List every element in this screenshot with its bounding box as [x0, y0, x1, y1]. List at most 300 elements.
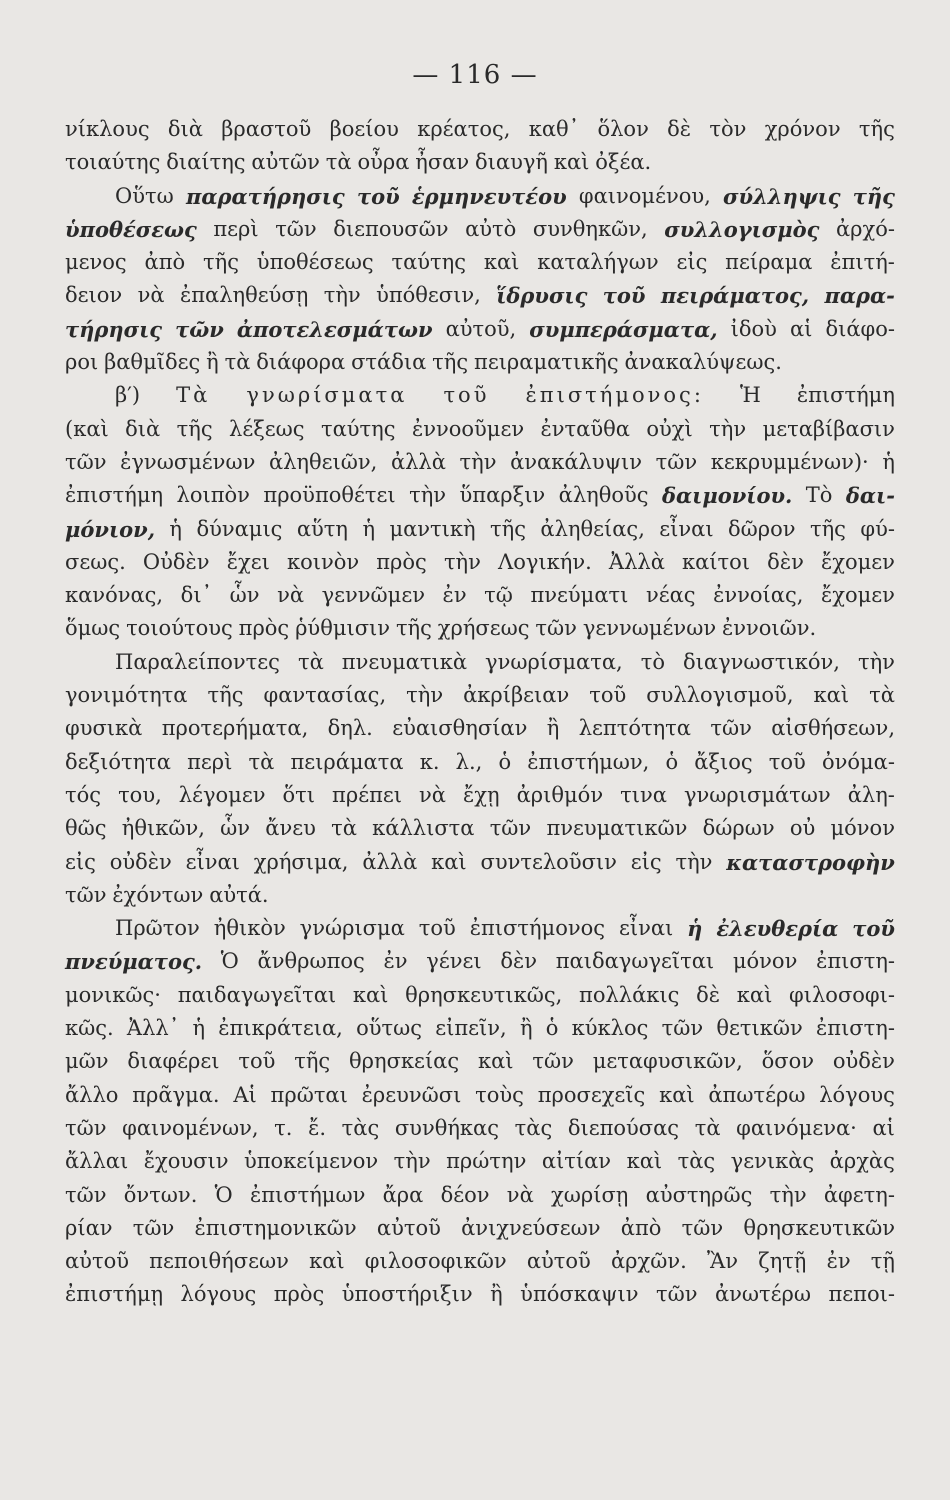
word: τῇ [870, 1249, 895, 1274]
word: διὰ [125, 416, 161, 441]
word: τῶν [489, 816, 532, 841]
word: ἐπιστημονικῶν [194, 1215, 357, 1240]
word: φαινομένων, [122, 1115, 259, 1140]
word: τῶν [65, 1182, 107, 1207]
word: ἐπιστη- [816, 949, 895, 974]
word: πεποιθήσεων [149, 1249, 289, 1274]
word: του, [118, 782, 162, 807]
word: τὰ [869, 683, 895, 708]
emphasized-word: ἑρμηνευτέου [411, 183, 567, 209]
text-line [65, 945, 895, 978]
word: ἐρευνῶσι [361, 1082, 462, 1107]
word: αἱ [872, 1115, 895, 1140]
word: προτερήματα, [161, 716, 309, 741]
text-line [65, 712, 895, 745]
spaced-word: Τὰ [176, 383, 211, 408]
word: λοιπὸν [176, 483, 250, 508]
word: φυσικὰ [65, 716, 143, 741]
word: τὰ [224, 350, 251, 375]
word: τῆς [207, 683, 244, 708]
text-line [65, 246, 895, 279]
word: Ἀλλ᾿ [126, 1016, 180, 1041]
emphasized-word: μόνιον, [65, 516, 155, 542]
word: ἐγνωσμένων [120, 449, 256, 474]
word: μονικῶς· [65, 982, 161, 1007]
word: πρέπει [332, 782, 402, 807]
word: τ. [274, 1115, 293, 1140]
word: δειον [65, 283, 123, 308]
text-line [65, 612, 895, 645]
word: τὰς [514, 1115, 553, 1140]
word: τὴν [393, 1149, 431, 1174]
word: αὐστηρῶς [645, 1182, 753, 1207]
word: εἰς [676, 250, 708, 275]
word: δώρων [702, 816, 775, 841]
emphasized-word: ὑποθέσεως [65, 216, 197, 242]
word: εἰπεῖν, [435, 1016, 507, 1041]
word: ἡ [192, 1016, 206, 1041]
word: καὶ [431, 849, 467, 874]
word: ὅτι [282, 782, 316, 807]
word: μεταφυσικῶν, [592, 1049, 743, 1074]
word: καὶ [553, 150, 590, 175]
word: ἀνωτέρω [714, 1282, 811, 1307]
spaced-word: τοῦ [443, 383, 490, 408]
word: ὁ [545, 1016, 559, 1041]
word: ροι [65, 350, 99, 375]
word: νίκλους [65, 117, 150, 141]
word: ἀληθειῶν, [268, 449, 378, 474]
word: τὰ [248, 749, 275, 774]
word: ἠθικῶν, [121, 816, 205, 841]
word: ὀξέα. [595, 150, 652, 175]
word: ὅσον [761, 1049, 815, 1074]
word: καὶ [309, 1249, 345, 1274]
word: ἀληθείας, [540, 516, 645, 541]
word: τὴν [709, 416, 747, 441]
word: τὰς [677, 1149, 716, 1174]
word: λ., [455, 749, 483, 774]
word: ἐν [442, 583, 467, 608]
word: τῆς [294, 1049, 331, 1074]
word: αὐτοῦ [65, 1249, 129, 1274]
text-line [65, 779, 895, 812]
word: τῶν [681, 1215, 724, 1240]
word: Λογικήν. [498, 549, 592, 574]
word: τοιούτους [126, 616, 233, 641]
word: συντελοῦσιν [480, 849, 617, 874]
word: ὁ [665, 749, 679, 774]
word: πρὸς [238, 616, 290, 641]
word: κ. [419, 749, 440, 774]
word: ἐνταῦθα [540, 416, 630, 441]
word: δηλ. [327, 716, 373, 741]
word: αὕτη [296, 516, 349, 541]
text-line [65, 1212, 895, 1245]
word: τῆς [490, 516, 526, 541]
word: διεπούσας [567, 1115, 680, 1140]
word: ἄνευ [265, 816, 316, 841]
text-line [65, 1278, 895, 1311]
word: γεννωμένων [582, 616, 717, 641]
text-line [65, 812, 895, 845]
word: μόνον [830, 816, 895, 841]
word: προϋποθέτει [263, 483, 396, 508]
word: τὰ [331, 816, 357, 841]
word: θῶς [65, 816, 107, 841]
word: αὐτῶν [251, 150, 320, 175]
word: ἀπωτέρω [708, 1082, 806, 1107]
word: μαντικὴ [389, 516, 476, 541]
word: (καὶ [65, 416, 109, 441]
word: ἢ [206, 350, 219, 375]
word: διαίτης [166, 150, 246, 175]
word: περὶ [187, 749, 233, 774]
word: συνθηκῶν, [532, 216, 648, 241]
text-line [65, 979, 895, 1012]
word: ὑποστήριξιν [341, 1282, 473, 1307]
word: πεποι- [828, 1282, 895, 1307]
word: ἀρχὰς [829, 1149, 895, 1174]
word: τῶν [655, 449, 698, 474]
text-line [65, 113, 895, 146]
word: ὑπόσκαψιν [520, 1282, 639, 1307]
text-line [65, 180, 895, 213]
word: θετικῶν [716, 1016, 803, 1041]
word: ἀφετη- [823, 1182, 895, 1207]
word: τὸ [640, 649, 665, 674]
word: χρήσιμα, [253, 849, 349, 874]
word: ἀρχῶν. [610, 1249, 687, 1274]
text-line [65, 513, 895, 546]
word: ὕπαρξιν [459, 483, 546, 508]
word: παιδαγωγεῖται [555, 949, 715, 974]
word: αὐτοῦ [376, 1215, 441, 1240]
emphasized-word: συλλογισμὸς [664, 216, 820, 242]
word: τῶν [65, 449, 107, 474]
word: ὅλον [597, 117, 649, 141]
emphasized-word: τοῦ [356, 183, 400, 209]
word: παιδαγωγεῖται [177, 982, 337, 1007]
word: ἄλλαι [65, 1149, 129, 1174]
text-line [65, 346, 895, 379]
word: ταύτης [391, 250, 466, 275]
emphasized-word: ἡ [687, 916, 703, 942]
word: νὰ [506, 1182, 534, 1207]
word: ἀνακαλύψεως. [624, 350, 782, 375]
word: καίτοι [682, 549, 751, 574]
word: διεπουσῶν [333, 216, 449, 241]
word: αἰσθήσεων, [771, 716, 895, 741]
word: εἶναι [185, 849, 240, 874]
word: τῆς [809, 516, 846, 541]
word: χρόνον [764, 117, 841, 141]
emphasized-word: τῆς [852, 183, 895, 209]
word: διαυγῆ [475, 150, 548, 175]
word: γενικὰς [730, 1149, 815, 1174]
word: χωρίσῃ [551, 1182, 629, 1207]
word: εἰς [65, 849, 96, 874]
word: νὰ [419, 782, 446, 807]
emphasized-word: τοῦ [852, 916, 895, 942]
word: τῶν [275, 216, 317, 241]
word: κεκρυμμένων)· [710, 449, 869, 474]
word: οὐ [789, 816, 816, 841]
word: διάφορα [256, 350, 346, 375]
emphasized-word: τήρησις [65, 316, 163, 342]
word: ὑπόθεσιν, [376, 283, 481, 308]
word: ἄνθρωπος [257, 949, 365, 974]
word: ἀλη- [847, 782, 895, 807]
text-line [65, 379, 895, 412]
word: ἀληθοῦς [558, 483, 649, 508]
word: καὶ [352, 982, 389, 1007]
word: ἐχόντων [112, 882, 204, 907]
page-number: — 116 — [412, 60, 538, 90]
word: λεπτότητα [578, 716, 691, 741]
word: δι᾿ [180, 583, 213, 608]
word: γένει [426, 949, 482, 974]
word: Οὕτω [115, 183, 174, 208]
word: φιλοσοφι- [789, 982, 895, 1007]
word: ἐπικράτεια, [218, 1016, 343, 1041]
word: ἐπιστήμῃ [65, 1282, 164, 1307]
word: ταύτης [320, 416, 396, 441]
word: τοῦ [589, 683, 627, 708]
word: οὐδὲν [109, 849, 172, 874]
word: διαγνωστικόν, [683, 649, 840, 674]
word: Παραλείποντες [115, 649, 280, 674]
text-line [65, 1179, 895, 1212]
word: ἰδοὺ [730, 316, 777, 341]
word: φύ- [860, 516, 895, 541]
word: εἶναι [618, 916, 674, 941]
word: καὶ [477, 1049, 514, 1074]
word: ἀλλὰ [362, 849, 418, 874]
word: περὶ [213, 216, 259, 241]
word: αἱ [789, 316, 813, 341]
word: θρησκευτικῶς, [405, 982, 563, 1007]
word: θρησκευτικῶν [743, 1215, 895, 1240]
word: ἦσαν [415, 150, 470, 175]
word: δύναμις [196, 516, 283, 541]
emphasized-word: πειράματος, [660, 283, 810, 309]
word: τῶν [65, 1115, 107, 1140]
word: τῶν [132, 1215, 175, 1240]
text-line [65, 912, 895, 945]
text-line [65, 679, 895, 712]
emphasized-word: παρα- [824, 283, 895, 309]
word: τῶν [532, 1049, 574, 1074]
word: ἔχῃ [463, 782, 500, 807]
text-line [65, 1012, 895, 1045]
word: Ἂν [707, 1249, 739, 1274]
word: καθ᾿ [528, 117, 580, 141]
word: Οὐδὲν [142, 549, 210, 574]
word: πνεύματι [530, 583, 629, 608]
text-line [65, 446, 895, 479]
word: δῶρον [728, 516, 796, 541]
word: μόνον [732, 949, 798, 974]
word: τοῦ [768, 749, 806, 774]
word: τῆς [176, 416, 213, 441]
word: οὐδὲν [832, 1049, 895, 1074]
word: τὴν [409, 483, 447, 508]
word: ἐπιστήμων, [527, 749, 650, 774]
word: ἔχομεν [820, 583, 895, 608]
emphasized-word: τῶν [175, 316, 224, 342]
emphasized-word: ἀποτελεσμάτων [236, 316, 433, 342]
word: φαινόμενα· [736, 1115, 857, 1140]
word: βοείου [329, 117, 399, 141]
word: ἐπιστήμονος [469, 916, 606, 941]
word: μενος [65, 250, 127, 275]
word: πολλάκις [579, 982, 680, 1007]
word: καὶ [736, 982, 773, 1007]
word: πείραμα [725, 250, 813, 275]
word: γνώρισμα [299, 916, 405, 941]
emphasized-word: ἵδρυσις [496, 283, 588, 309]
word: λέξεως [229, 416, 305, 441]
word: οὖρα [357, 150, 410, 175]
word: συλλογισμοῦ, [646, 683, 794, 708]
emphasized-word: καταστροφὴν [726, 849, 895, 875]
text-line [65, 579, 895, 612]
word: ἐννοιῶν. [721, 616, 817, 641]
word: εὐαισθησίαν [392, 716, 528, 741]
word: Τὸ [805, 483, 833, 508]
word: τῆς [203, 250, 239, 275]
word: ὑποκείμενον [243, 1149, 379, 1174]
text-line [65, 279, 895, 312]
word: ζητῇ [758, 1249, 807, 1274]
word: κάλλιστα [372, 816, 475, 841]
word: πρᾶγμα. [132, 1082, 220, 1107]
word: οὕτως [356, 1016, 422, 1041]
word: φιλοσοφικῶν [364, 1249, 507, 1274]
word: ὄντων. [123, 1182, 198, 1207]
word: τὴν [675, 849, 713, 874]
word: ἐπιστήμη [65, 483, 164, 508]
word: τῶν [535, 616, 577, 641]
emphasized-word: συμπεράσματα, [529, 316, 718, 342]
word: ἀριθμόν [516, 782, 604, 807]
word: τῶν [65, 882, 107, 907]
word: ἐν [826, 1249, 851, 1274]
word: ἀπὸ [144, 250, 186, 275]
word: τός [65, 782, 102, 807]
word: γνωρισμάτων [683, 782, 831, 807]
word: τὸν [709, 117, 747, 141]
word: τῷ [484, 583, 513, 608]
word: νὰ [277, 583, 305, 608]
word: βαθμῖδες [104, 350, 201, 375]
word: ῥύθμισιν [295, 616, 391, 641]
word: ἡ [362, 516, 376, 541]
word: ἢ [519, 1016, 533, 1041]
word: φαινομένου, [578, 183, 711, 208]
word: τὰς [341, 1115, 380, 1140]
text-line [65, 479, 895, 512]
word: ὧν [220, 816, 251, 841]
word: δὲν [500, 949, 538, 974]
word: συνθήκας [394, 1115, 500, 1140]
text-line [65, 746, 895, 779]
text-line [65, 213, 895, 246]
word: ἄλλο [65, 1082, 119, 1107]
word: νὰ [137, 283, 165, 308]
word: ἐπιστη- [816, 1016, 895, 1041]
word: τὴν [857, 649, 895, 674]
word: ἐπιστήμων [249, 1182, 366, 1207]
word: καὶ [659, 1082, 695, 1107]
word: τοιαύτης [65, 150, 161, 175]
word: βραστοῦ [221, 117, 312, 141]
word: τῆς [858, 117, 895, 141]
word: ἐννοοῦμεν [411, 416, 525, 441]
word: αὐτοῦ, [445, 316, 517, 341]
emphasized-word: ἐλευθερία [716, 916, 839, 942]
emphasized-word: παρατήρησις [185, 183, 345, 209]
word: τοῦ [418, 916, 456, 941]
word: ἀκρίβειαν [463, 683, 570, 708]
text-line [65, 846, 895, 879]
word: ἀπὸ [620, 1215, 662, 1240]
word: τῶν [661, 1016, 704, 1041]
word: κύκλος [571, 1016, 649, 1041]
text-line [65, 413, 895, 446]
word: πρῶται [270, 1082, 348, 1107]
word: ἀνιχνεύσεων [461, 1215, 601, 1240]
word: β′) [115, 383, 141, 408]
word: Ὁ [220, 949, 239, 974]
word: ἔ. [308, 1115, 327, 1140]
word: ἄρα [382, 1182, 424, 1207]
word: καὶ [813, 683, 850, 708]
word: αὐτοῦ [526, 1249, 591, 1274]
text-line [65, 1079, 895, 1112]
word: μῶν [65, 1049, 109, 1074]
word: χρήσεως [437, 616, 530, 641]
word: Ἀλλὰ [608, 549, 665, 574]
word: πειράματα [290, 749, 404, 774]
text-line [65, 146, 895, 179]
word: τῶν [655, 1282, 698, 1307]
word: ἄξιος [694, 749, 753, 774]
word: τὴν [769, 1182, 807, 1207]
word: ἀρχό- [836, 216, 895, 241]
word: ἐν [383, 949, 408, 974]
text-line [65, 1245, 895, 1278]
word: τὰ [325, 150, 352, 175]
word: ἐπιστήμη [796, 383, 895, 408]
word: ἡ [882, 449, 895, 474]
word: εἰς [630, 849, 662, 874]
word: διὰ [167, 117, 203, 141]
word: καὶ [626, 1149, 663, 1174]
word: σεως. [65, 549, 126, 574]
word: ἔχει [226, 549, 270, 574]
word: ὧν [229, 583, 260, 608]
text-line [65, 1045, 895, 1078]
word: ἠθικὸν [213, 916, 286, 941]
word: πρὸς [376, 549, 427, 574]
text-line [65, 646, 895, 679]
word: προσεχεῖς [537, 1082, 646, 1107]
word: κοινὸν [286, 549, 360, 574]
word: καταλήγων [537, 250, 659, 275]
word: νέας [645, 583, 696, 608]
